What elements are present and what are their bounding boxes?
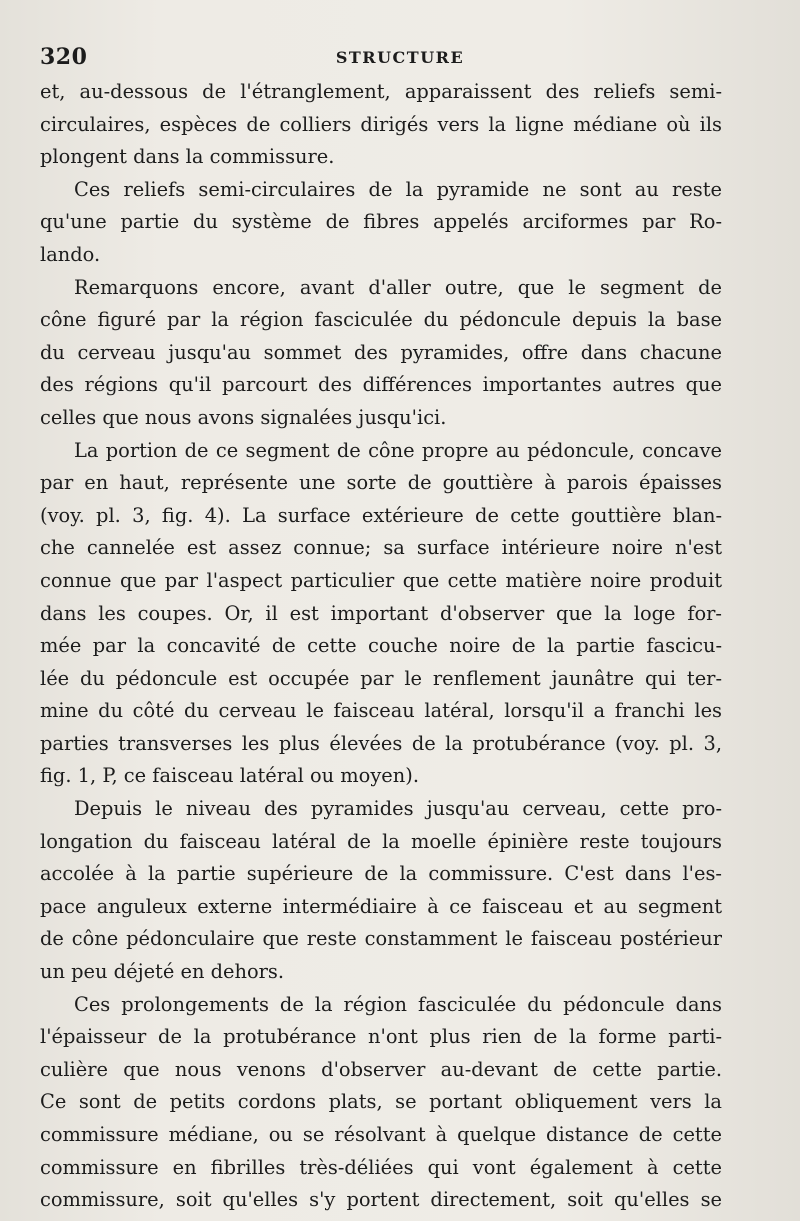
text-line: circulaires, espèces de colliers dirigés vers la ligne médiane où ils xyxy=(40,112,722,136)
text-line: accolée à la partie supérieure de la commissure. C'est dans l'es- xyxy=(40,862,722,886)
page-header xyxy=(40,44,760,74)
paragraph xyxy=(40,174,722,272)
text-line: et, au-dessous de l'étranglement, apparaissent des reliefs semi- xyxy=(40,80,722,103)
text-line: (voy. pl. 3, fig. 4). La surface extérieure de cette gouttière blan- xyxy=(40,503,722,527)
text-line: lée du pédoncule est occupée par le renflement jaunâtre qui ter- xyxy=(40,666,722,690)
text-line: lando. xyxy=(40,242,101,266)
text-line: par en haut, représente une sorte de gouttière à parois épaisses xyxy=(40,471,722,495)
paragraph xyxy=(40,76,722,174)
text-line: Remarquons encore, avant d'aller outre, que le segment de xyxy=(74,275,722,299)
text-line: celles que nous avons signalées jusqu'ici. xyxy=(40,405,447,429)
text-line: plongent dans la commissure. xyxy=(40,145,335,169)
text-line: commissure, soit qu'elles s'y portent directement, soit qu'elles se xyxy=(40,1188,722,1212)
running-title: STRUCTURE xyxy=(335,48,465,67)
paragraph xyxy=(40,989,722,1217)
body-text xyxy=(40,76,722,1217)
text-line: Ce sont de petits cordons plats, se portant obliquement vers la xyxy=(40,1090,722,1114)
text-line: qu'une partie du système de fibres appelés arciformes par Ro- xyxy=(40,210,722,234)
text-line: Ces prolongements de la région fasciculée du pédoncule dans xyxy=(74,992,722,1016)
text-line: connue que par l'aspect particulier que cette matière noire produit xyxy=(40,568,722,592)
text-line: longation du faisceau latéral de la moelle épinière reste toujours xyxy=(40,829,722,853)
text-line: des régions qu'il parcourt des différences importantes autres que xyxy=(40,373,722,397)
text-line: cône figuré par la région fasciculée du pédoncule depuis la base xyxy=(40,308,722,332)
text-line: Depuis le niveau des pyramides jusqu'au cerveau, cette pro- xyxy=(74,797,722,821)
text-line: fig. 1, P, ce faisceau latéral ou moyen). xyxy=(40,764,419,788)
paragraph xyxy=(40,272,722,435)
text-line: du cerveau jusqu'au sommet des pyramides, offre dans chacune xyxy=(40,340,722,364)
paragraph xyxy=(40,793,722,989)
text-line: l'épaisseur de la protubérance n'ont plus rien de la forme parti- xyxy=(40,1025,722,1049)
text-line: culière que nous venons d'observer au-devant de cette partie. xyxy=(40,1057,722,1081)
paragraph xyxy=(40,435,722,794)
text-line: de cône pédonculaire que reste constamment le faisceau postérieur xyxy=(40,927,722,951)
text-line: commissure en fibrilles très-déliées qui vont également à cette xyxy=(40,1155,722,1179)
text-line: La portion de ce segment de cône propre au pédoncule, concave xyxy=(74,438,722,462)
text-line: un peu déjeté en dehors. xyxy=(40,960,285,984)
text-line: commissure médiane, ou se résolvant à quelque distance de cette xyxy=(40,1123,722,1146)
text-line: Ces reliefs semi-circulaires de la pyramide ne sont au reste xyxy=(74,177,722,201)
text-line: pace anguleux externe intermédiaire à ce faisceau et au segment xyxy=(40,894,722,918)
page-number: 320 xyxy=(40,44,88,70)
text-line: mée par la concavité de cette couche noire de la partie fascicu- xyxy=(40,634,722,658)
text-line: dans les coupes. Or, il est important d'observer que la loge for- xyxy=(40,601,722,625)
text-line: che cannelée est assez connue; sa surface intérieure noire n'est xyxy=(40,536,722,560)
text-line: mine du côté du cerveau le faisceau latéral, lorsqu'il a franchi les xyxy=(40,699,722,723)
text-line: parties transverses les plus élevées de la protubérance (voy. pl. 3, xyxy=(40,731,722,755)
